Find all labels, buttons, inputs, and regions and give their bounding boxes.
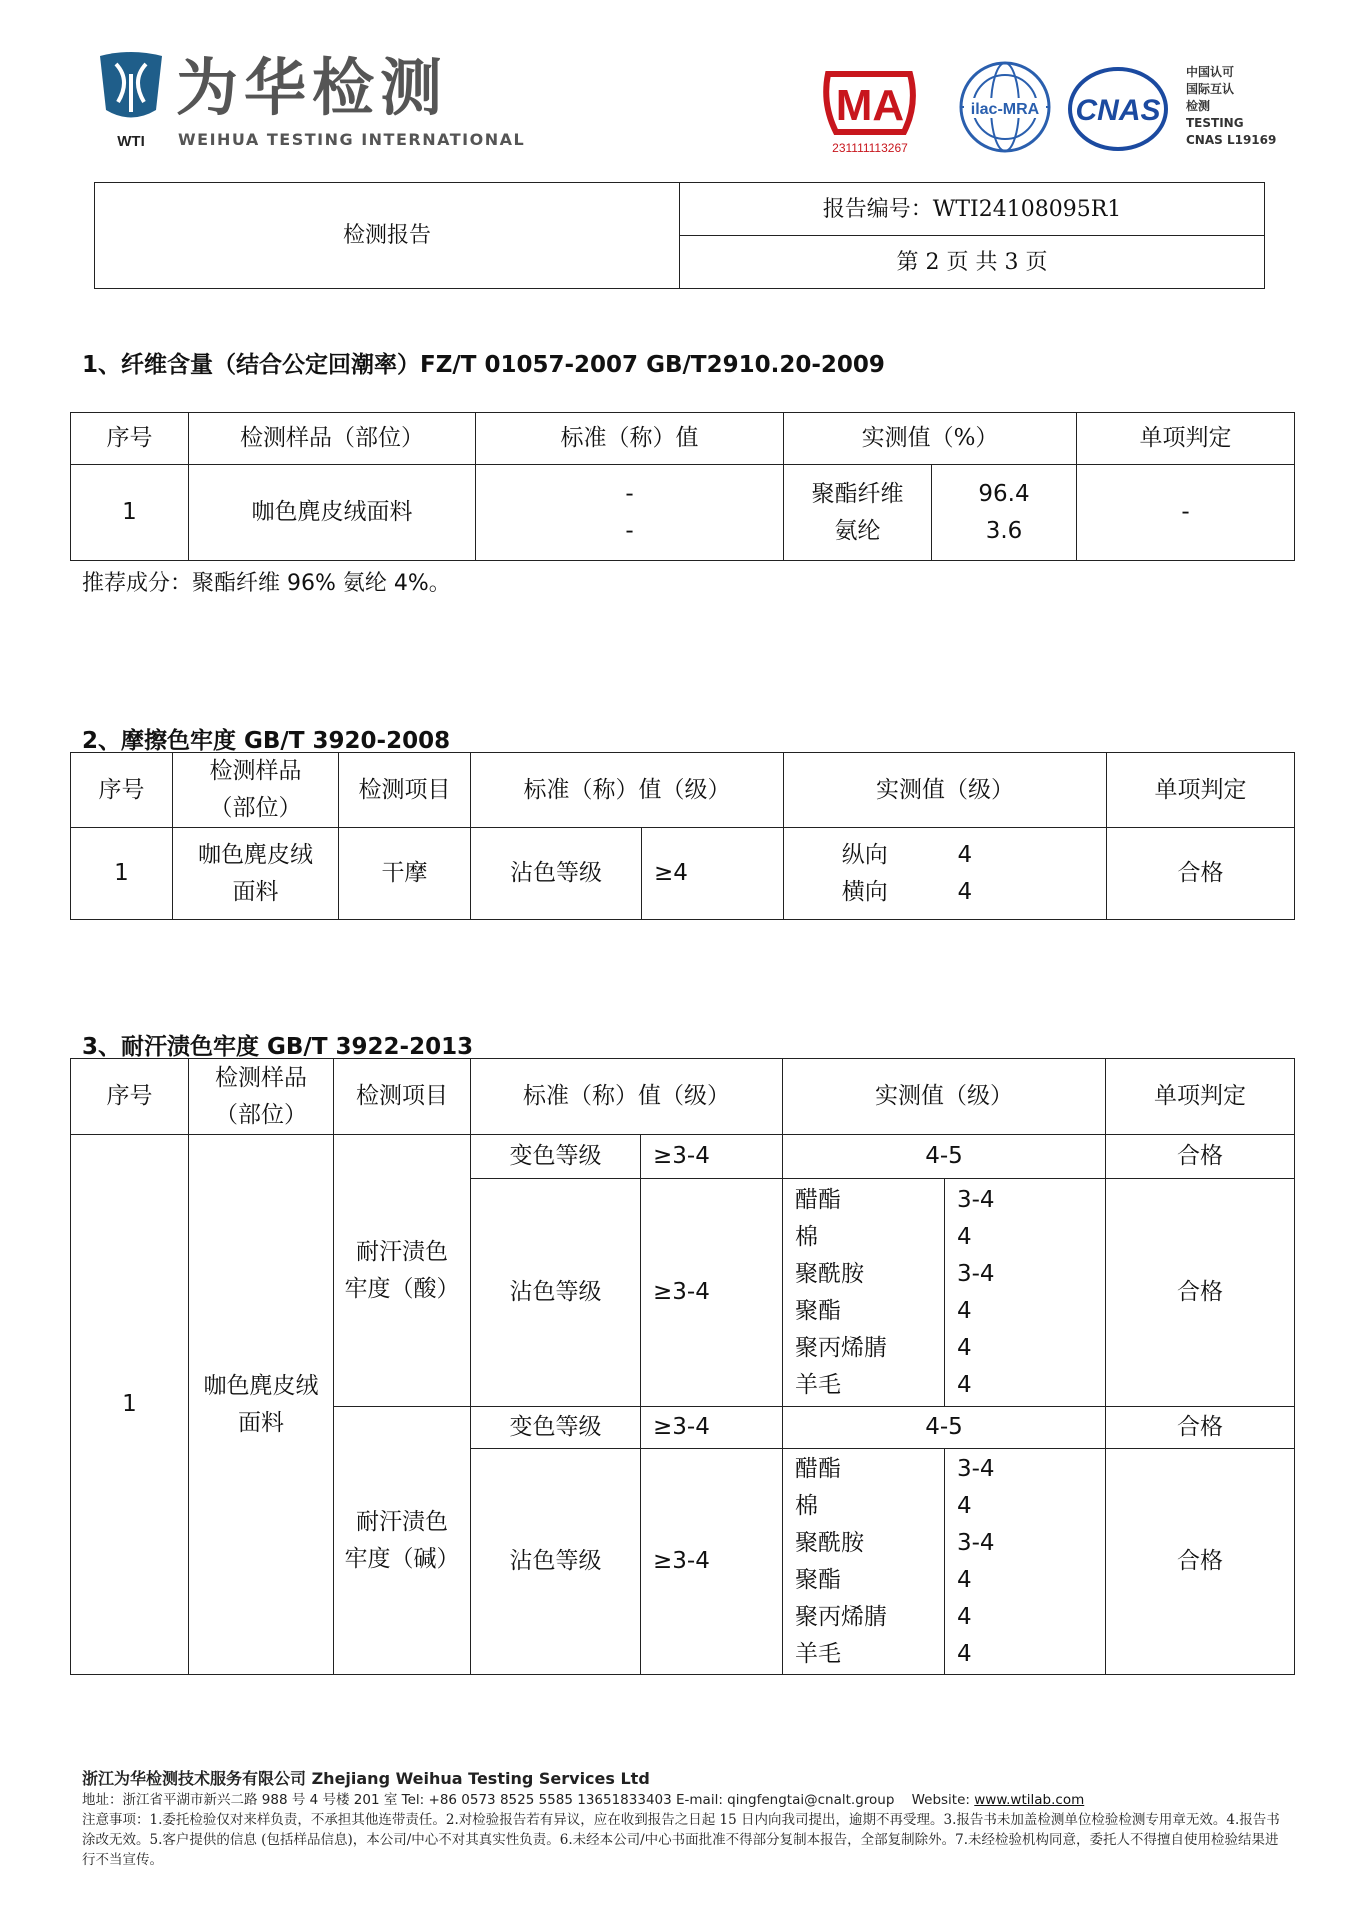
cert-text [1186, 64, 1276, 149]
footer-notes: 注意事项：1.委托检验仅对来样负责，不承担其他连带责任。2.对检验报告若有异议，应在收到报告之日起 15 日内向我司提出，逾期不再受理。3.报告书未加盖检测单位检验检测专用章无效。4.报告书涂改无效。5.客户提供的信息 (包括样品信息)，本公司/中心不对其真实性负责。6.未经本公司/中心书面批准不得部分复制本报告，全部复制除外。7.未经检验机构同意，委托人不得擅自使用检验结果进行不当宣传。 [82, 1812, 1280, 1868]
header-no: 序号 [71, 753, 173, 828]
measured-value: 4 [957, 878, 973, 905]
item-line: 耐汗渍色 [356, 1238, 448, 1265]
fabric-name: 醋酯 [795, 1455, 841, 1482]
page-indicator: 第 2 页 共 3 页 [680, 236, 1265, 289]
std-value: - [625, 480, 634, 507]
header-no: 序号 [71, 1059, 189, 1135]
report-number: 报告编号：WTI24108095R1 [680, 183, 1265, 236]
svg-text:WTI: WTI [117, 133, 145, 150]
row-item: 干摩 [339, 828, 471, 920]
alkali-stain-values [945, 1449, 1106, 1675]
fabric-name: 醋酯 [795, 1186, 841, 1213]
acid-stain-std: ≥3-4 [641, 1179, 783, 1407]
stain-value: 4 [957, 1603, 972, 1630]
sample-line: 咖色麂皮绒 [198, 841, 313, 868]
fabric-name: 棉 [795, 1492, 818, 1519]
acid-stain-judge: 合格 [1106, 1179, 1295, 1407]
header-sample-line: （部位） [215, 1101, 307, 1128]
row-values [932, 465, 1077, 561]
report-box [94, 182, 1265, 289]
row-judge: - [1077, 465, 1295, 561]
fabric-name: 聚酯 [795, 1297, 841, 1324]
header-measured: 实测值（级） [783, 1059, 1106, 1135]
acid-change-judge: 合格 [1106, 1135, 1295, 1179]
header-sample-line: 检测样品 [215, 1064, 307, 1091]
header-item: 检测项目 [334, 1059, 471, 1135]
row-std [476, 465, 784, 561]
alkali-change-name: 变色等级 [471, 1407, 641, 1449]
header-sample-line: 检测样品 [209, 758, 302, 784]
wti-shield-icon [96, 50, 166, 150]
wti-logo [96, 50, 166, 150]
row-std-value: ≥4 [642, 828, 784, 920]
cnas-mark [1066, 66, 1170, 152]
header-std: 标准（称）值 [476, 413, 784, 465]
section1-title: 1、纤维含量（结合公定回潮率）FZ/T 01057-2007 GB/T2910.20-2009 [82, 352, 885, 378]
footer-address-text: 地址：浙江省平湖市新兴二路 988 号 4 号楼 201 室 Tel: +86 0573 8525 5585 13651833403 E-mail: qingfengtai@cnalt.group [82, 1792, 895, 1808]
header-std: 标准（称）值（级） [471, 1059, 783, 1135]
alkali-stain-name: 沾色等级 [471, 1449, 641, 1675]
logo-title-en: WEIHUA TESTING INTERNATIONAL [178, 130, 526, 149]
rubbing-fastness-table [70, 752, 1295, 920]
footer-company: 浙江为华检测技术服务有限公司 Zhejiang Weihua Testing Services Ltd [82, 1769, 650, 1788]
perspiration-fastness-table [70, 1058, 1295, 1675]
footer-website-link[interactable]: www.wtilab.com [974, 1792, 1085, 1808]
row-values [946, 828, 1107, 920]
fiber-content-table [70, 412, 1295, 561]
row-sample: 咖色麂皮绒面料 [189, 465, 476, 561]
row-no: 1 [71, 828, 173, 920]
header-measured: 实测值（%） [784, 413, 1077, 465]
acid-change-name: 变色等级 [471, 1135, 641, 1179]
sample-line: 面料 [232, 878, 279, 905]
footer-address [82, 1790, 1282, 1810]
logo-title-cn: 为华检测 [176, 51, 449, 124]
stain-value: 3-4 [957, 1260, 995, 1287]
row-dirs [784, 828, 946, 920]
ilac-globe-icon [958, 60, 1052, 154]
header-sample: 检测样品（部位） [189, 413, 476, 465]
row-fibers [784, 465, 932, 561]
acid-fabrics [783, 1179, 945, 1407]
fabric-name: 羊毛 [795, 1371, 841, 1398]
fabric-name: 聚酰胺 [795, 1260, 864, 1287]
fiber-name: 氨纶 [834, 517, 881, 544]
footer-website-label: Website: [911, 1792, 975, 1808]
stain-value: 3-4 [957, 1455, 995, 1482]
ma-seal-icon [818, 64, 922, 156]
fiber-value: 96.4 [978, 480, 1030, 507]
row-sample [173, 828, 339, 920]
fabric-name: 聚酰胺 [795, 1529, 864, 1556]
header-no: 序号 [71, 413, 189, 465]
footer [82, 1768, 1282, 1870]
ma-mark [818, 64, 922, 156]
alkali-change-judge: 合格 [1106, 1407, 1295, 1449]
ilac-mra-mark [958, 60, 1052, 154]
row-sample [189, 1135, 334, 1675]
measured-value: 4 [957, 841, 973, 868]
header-sample [173, 753, 339, 828]
stain-value: 4 [957, 1297, 972, 1324]
svg-text:ilac-MRA: ilac-MRA [970, 101, 1040, 118]
direction: 横向 [841, 878, 888, 905]
header-sample-line: （部位） [209, 795, 302, 821]
item-line: 牢度（酸） [344, 1275, 460, 1302]
fabric-name: 羊毛 [795, 1640, 841, 1667]
cert-line: TESTING [1186, 116, 1244, 130]
acid-change-std: ≥3-4 [641, 1135, 783, 1179]
recommended-composition: 推荐成分：聚酯纤维 96% 氨纶 4%。 [82, 571, 451, 596]
cert-line: CNAS L19169 [1186, 133, 1277, 147]
header-judge: 单项判定 [1077, 413, 1295, 465]
stain-value: 4 [957, 1640, 972, 1667]
svg-text:231111113267: 231111113267 [832, 141, 908, 155]
row-no: 1 [71, 465, 189, 561]
std-value: - [625, 517, 634, 544]
row-no: 1 [71, 1135, 189, 1675]
fabric-name: 聚酯 [795, 1566, 841, 1593]
fabric-name: 棉 [795, 1223, 818, 1250]
sample-line: 咖色麂皮绒 [203, 1372, 319, 1399]
row-std-name: 沾色等级 [471, 828, 642, 920]
fiber-value: 3.6 [985, 517, 1023, 544]
cert-line: 检测 [1186, 99, 1211, 113]
item-line: 耐汗渍色 [356, 1508, 448, 1535]
header-judge: 单项判定 [1106, 1059, 1295, 1135]
alkali-fabrics [783, 1449, 945, 1675]
header-judge: 单项判定 [1107, 753, 1295, 828]
report-title: 检测报告 [95, 183, 680, 289]
svg-text:MA: MA [835, 81, 905, 130]
header-std: 标准（称）值（级） [471, 753, 784, 828]
stain-value: 3-4 [957, 1529, 995, 1556]
acid-stain-name: 沾色等级 [471, 1179, 641, 1407]
alkali-stain-judge: 合格 [1106, 1449, 1295, 1675]
header-sample [189, 1059, 334, 1135]
acid-change-value: 4-5 [783, 1135, 1106, 1179]
sample-line: 面料 [238, 1409, 284, 1436]
acid-item [334, 1135, 471, 1407]
cert-line: 中国认可 [1186, 65, 1235, 79]
stain-value: 4 [957, 1371, 972, 1398]
acid-stain-values [945, 1179, 1106, 1407]
stain-value: 4 [957, 1492, 972, 1519]
fiber-name: 聚酯纤维 [811, 480, 904, 507]
cnas-seal-icon [1066, 66, 1170, 152]
alkali-stain-std: ≥3-4 [641, 1449, 783, 1675]
stain-value: 4 [957, 1223, 972, 1250]
section3-title: 3、耐汗渍色牢度 GB/T 3922-2013 [82, 1034, 474, 1060]
cert-line: 国际互认 [1186, 82, 1235, 96]
header-item: 检测项目 [339, 753, 471, 828]
stain-value: 4 [957, 1566, 972, 1593]
header-measured: 实测值（级） [784, 753, 1107, 828]
section2-title: 2、摩擦色牢度 GB/T 3920-2008 [82, 728, 451, 754]
direction: 纵向 [841, 841, 888, 868]
alkali-change-std: ≥3-4 [641, 1407, 783, 1449]
alkali-change-value: 4-5 [783, 1407, 1106, 1449]
alkali-item [334, 1407, 471, 1675]
fabric-name: 聚丙烯腈 [795, 1603, 887, 1630]
stain-value: 3-4 [957, 1186, 995, 1213]
item-line: 牢度（碱） [344, 1545, 460, 1572]
svg-text:CNAS: CNAS [1075, 94, 1161, 127]
stain-value: 4 [957, 1334, 972, 1361]
fabric-name: 聚丙烯腈 [795, 1334, 887, 1361]
row-judge: 合格 [1107, 828, 1295, 920]
